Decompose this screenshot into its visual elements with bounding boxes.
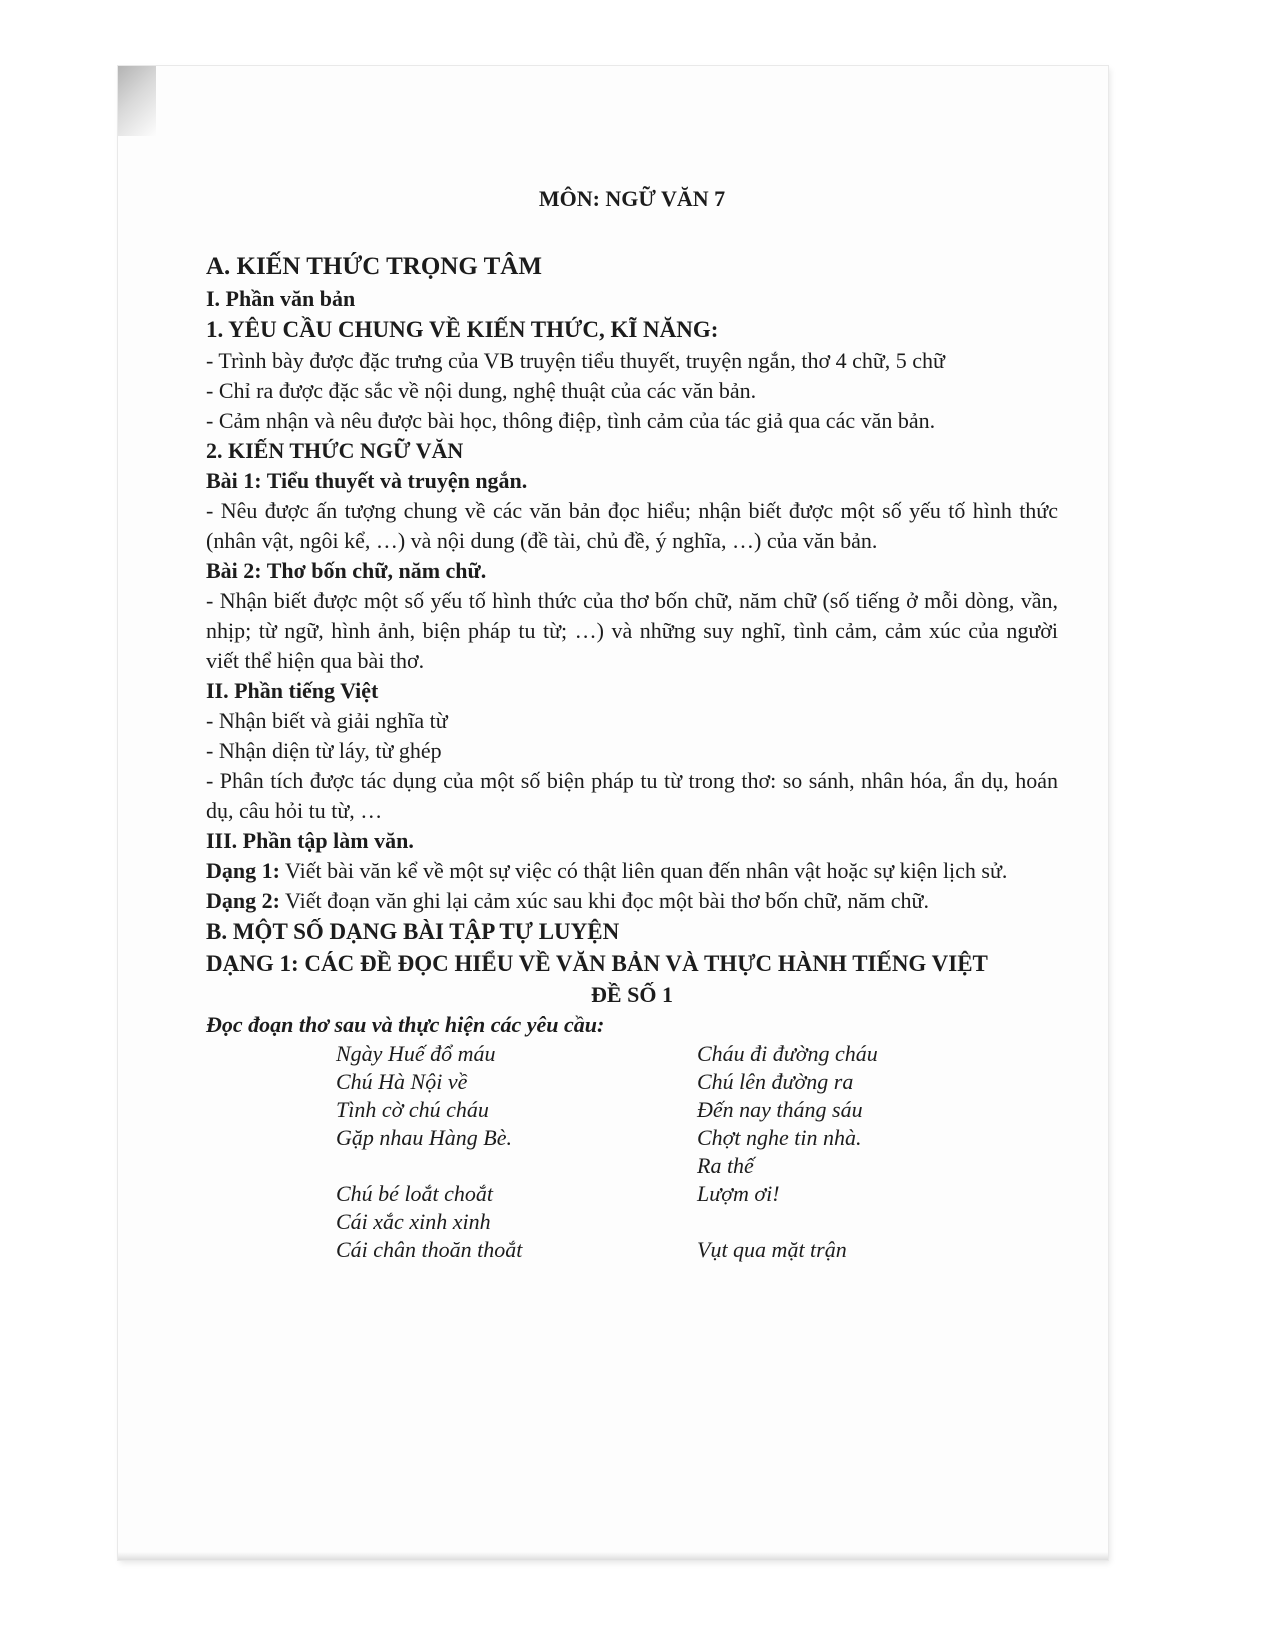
requirements-heading: 1. YÊU CẦU CHUNG VỀ KIẾN THỨC, KĨ NĂNG: [206,317,719,342]
document-title: MÔN: NGỮ VĂN 7 [538,186,726,211]
paper-bottom-edge [118,1552,1108,1560]
lesson-2-text: - Nhận biết được một số yếu tố hình thức của thơ bốn chữ, năm chữ (số tiếng ở mỗi dòng, vần, nhịp; từ ngữ, hình ảnh, biện pháp tu từ; …) và những suy nghĩ, tình cảm, cảm xúc của người viết thể hiện qua bài thơ. [206,588,1058,673]
writing-type-1-label: Dạng 1: [206,858,280,883]
writing-type-2-text: Viết đoạn văn ghi lại cảm xúc sau khi đọc một bài thơ bốn chữ, năm chữ. [279,888,929,913]
vietnamese-item: - Phân tích được tác dụng của một số biện pháp tu từ trong thơ: so sánh, nhân hóa, ẩn dụ, hoán dụ, câu hỏi tu từ, … [206,768,1058,823]
poem-line: Tình cờ chú cháu [336,1097,489,1122]
part-2-heading: II. Phần tiếng Việt [206,678,379,703]
poem-line: Chợt nghe tin nhà. [697,1125,862,1150]
lesson-1-text: - Nêu được ấn tượng chung về các văn bản đọc hiểu; nhận biết được một số yếu tố hình thức (nhân vật, ngôi kể, …) và nội dung (đề tài, chủ đề, ý nghĩa, …) của văn bản. [206,498,1058,553]
poem-line [336,1152,697,1180]
section-b-heading: B. MỘT SỐ DẠNG BÀI TẬP TỰ LUYỆN [206,919,620,944]
poem-instruction: Đọc đoạn thơ sau và thực hiện các yêu cầu: [206,1012,605,1037]
poem-line: Chú Hà Nội về [336,1069,468,1094]
writing-type-2-label: Dạng 2: [206,888,280,913]
poem-line [697,1208,1058,1236]
poem-excerpt [336,1040,1058,1264]
poem-line: Cái xắc xinh xinh [336,1209,491,1234]
poem-column-left [336,1040,697,1264]
paper-sheet [118,66,1108,1560]
poem-line: Ra thế [697,1153,754,1178]
section-a-heading: A. KIẾN THỨC TRỌNG TÂM [206,253,542,280]
knowledge-heading: 2. KIẾN THỨC NGỮ VĂN [206,438,464,463]
poem-line: Đến nay tháng sáu [697,1097,863,1122]
vietnamese-item: - Nhận biết và giải nghĩa từ [206,708,448,733]
poem-line: Chú lên đường ra [697,1069,854,1094]
poem-line: Lượm ơi! [697,1181,780,1206]
poem-line: Cái chân thoăn thoắt [336,1237,523,1262]
exam-heading: ĐỀ SỐ 1 [591,982,673,1007]
poem-line: Cháu đi đường cháu [697,1041,878,1066]
part-1-heading: I. Phần văn bản [206,286,356,311]
poem-line: Vụt qua mặt trận [697,1237,847,1262]
scan-smudge [118,66,156,136]
writing-type-2 [206,886,1058,916]
document-content [206,184,1058,1264]
lesson-1-heading: Bài 1: Tiểu thuyết và truyện ngắn. [206,468,528,493]
requirement-item: - Trình bày được đặc trưng của VB truyện tiểu thuyết, truyện ngắn, thơ 4 chữ, 5 chữ [206,348,945,373]
lesson-2-heading: Bài 2: Thơ bốn chữ, năm chữ. [206,558,487,583]
requirement-item: - Cảm nhận và nêu được bài học, thông điệp, tình cảm của tác giả qua các văn bản. [206,408,936,433]
exercise-type-heading: DẠNG 1: CÁC ĐỀ ĐỌC HIỂU VỀ VĂN BẢN VÀ THỰC HÀNH TIẾNG VIỆT [206,951,988,976]
vietnamese-item: - Nhận diện từ láy, từ ghép [206,738,442,763]
part-3-heading: III. Phần tập làm văn. [206,828,414,853]
poem-column-right [697,1040,1058,1264]
writing-type-1 [206,856,1058,886]
poem-line: Ngày Huế đổ máu [336,1041,496,1066]
requirement-item: - Chỉ ra được đặc sắc về nội dung, nghệ thuật của các văn bản. [206,378,757,403]
poem-line: Gặp nhau Hàng Bè. [336,1125,512,1150]
poem-line: Chú bé loắt choắt [336,1181,494,1206]
writing-type-1-text: Viết bài văn kể về một sự việc có thật liên quan đến nhân vật hoặc sự kiện lịch sử. [279,858,1008,883]
